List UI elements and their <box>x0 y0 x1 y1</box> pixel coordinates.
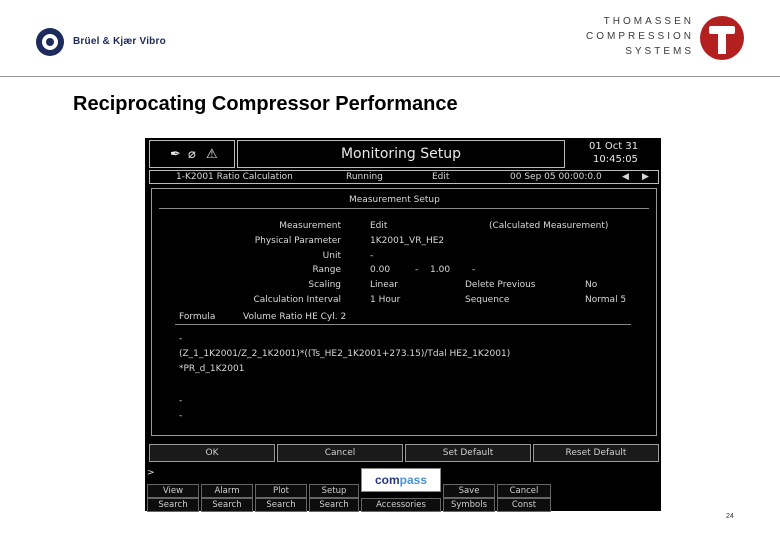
measurement-label: Measurement <box>279 221 341 231</box>
window-title-bar <box>237 140 565 168</box>
brand-line: THOMASSEN <box>603 16 694 27</box>
fkey-save[interactable]: Save <box>443 484 495 498</box>
range-label: Range <box>312 265 341 275</box>
status-icons <box>149 140 235 168</box>
physical-parameter-value[interactable]: 1K2001_VR_HE2 <box>370 236 445 246</box>
formula-line[interactable]: - <box>179 411 183 421</box>
fkey-accessories[interactable]: Accessories <box>361 498 441 512</box>
fkey-setup[interactable]: Setup <box>309 484 359 498</box>
fkey-plot-search[interactable]: Search <box>255 498 307 512</box>
reset-default-button[interactable]: Reset Default <box>533 444 659 462</box>
bruel-kjaer-logo-icon <box>36 28 64 56</box>
unit-value[interactable]: - <box>370 251 374 261</box>
scaling-label: Scaling <box>308 280 341 290</box>
fkey-alarm[interactable]: Alarm <box>201 484 253 498</box>
monitoring-setup-window <box>145 138 661 511</box>
thomassen-logo-icon <box>700 16 744 60</box>
fkey-cancel[interactable]: Cancel <box>497 484 551 498</box>
status-state: Running <box>346 172 383 182</box>
header-divider <box>0 76 780 77</box>
compass-logo-part2: pass <box>399 473 428 487</box>
fkey-view[interactable]: View <box>147 484 199 498</box>
bruel-kjaer-brand: Brüel & Kjær Vibro <box>73 36 166 47</box>
measurement-value[interactable]: Edit <box>370 221 388 231</box>
compass-logo-part1: com <box>374 473 400 487</box>
status-mode: Edit <box>432 172 450 182</box>
formula-line[interactable]: - <box>179 396 183 406</box>
probe-icon[interactable]: ✒ <box>170 147 181 162</box>
formula-line[interactable]: *PR_d_1K2001 <box>179 364 245 374</box>
scroll-right-icon[interactable]: ▶ <box>642 172 649 182</box>
time-display: 10:45:05 <box>593 154 638 165</box>
dialog-buttons <box>149 444 659 462</box>
unit-label: Unit <box>322 251 341 261</box>
range-max-value[interactable]: 1.00 <box>430 265 451 275</box>
calculation-interval-value[interactable]: 1 Hour <box>370 295 401 305</box>
physical-parameter-label: Physical Parameter <box>254 236 341 246</box>
command-prompt[interactable]: > <box>147 468 155 478</box>
sequence-label: Sequence <box>465 295 510 305</box>
status-timestamp: 00 Sep 05 00:00:0.0 <box>510 172 602 182</box>
range-separator: - <box>415 265 419 275</box>
window-title: Monitoring Setup <box>340 146 462 162</box>
warning-icon[interactable]: ⚠ <box>206 147 218 162</box>
scaling-value[interactable]: Linear <box>370 280 398 290</box>
status-bar <box>149 170 659 184</box>
compass-logo <box>361 468 441 492</box>
calculation-interval-label: Calculation Interval <box>253 295 341 305</box>
page-number: 24 <box>726 513 734 520</box>
formula-label: Formula <box>179 312 216 322</box>
thomassen-brand <box>578 14 694 59</box>
fkey-setup-search[interactable]: Search <box>309 498 359 512</box>
fkey-view-search[interactable]: Search <box>147 498 199 512</box>
panel-divider <box>159 208 649 209</box>
range-unit: - <box>472 265 476 275</box>
scroll-left-icon[interactable]: ◀ <box>622 172 629 182</box>
ok-button[interactable]: OK <box>149 444 275 462</box>
formula-line[interactable]: (Z_1_1K2001/Z_2_1K2001)*((Ts_HE2_1K2001+273.15)/Tdal HE2_1K2001) <box>179 349 511 359</box>
measurement-note: (Calculated Measurement) <box>489 221 609 231</box>
formula-line[interactable]: - <box>179 334 183 344</box>
status-calculation: 1-K2001 Ratio Calculation <box>176 172 293 182</box>
set-default-button[interactable]: Set Default <box>405 444 531 462</box>
slide-title: Reciprocating Compressor Performance <box>73 93 458 115</box>
sequence-value[interactable]: Normal 5 <box>585 295 627 305</box>
brand-line: SYSTEMS <box>625 46 694 57</box>
fkey-plot[interactable]: Plot <box>255 484 307 498</box>
no-signal-icon[interactable]: ⌀ <box>188 147 196 162</box>
fkey-alarm-search[interactable]: Search <box>201 498 253 512</box>
brand-line: COMPRESSION <box>585 31 694 42</box>
range-min-value[interactable]: 0.00 <box>370 265 391 275</box>
delete-previous-label: Delete Previous <box>465 280 536 290</box>
delete-previous-value[interactable]: No <box>585 280 598 290</box>
formula-name[interactable]: Volume Ratio HE Cyl. 2 <box>243 312 347 322</box>
date-display: 01 Oct 31 <box>589 141 639 152</box>
fkey-symbols[interactable]: Symbols <box>443 498 495 512</box>
fkey-const[interactable]: Const <box>497 498 551 512</box>
formula-divider <box>175 324 631 325</box>
measurement-setup-title: Measurement Setup <box>349 195 440 205</box>
cancel-button[interactable]: Cancel <box>277 444 403 462</box>
